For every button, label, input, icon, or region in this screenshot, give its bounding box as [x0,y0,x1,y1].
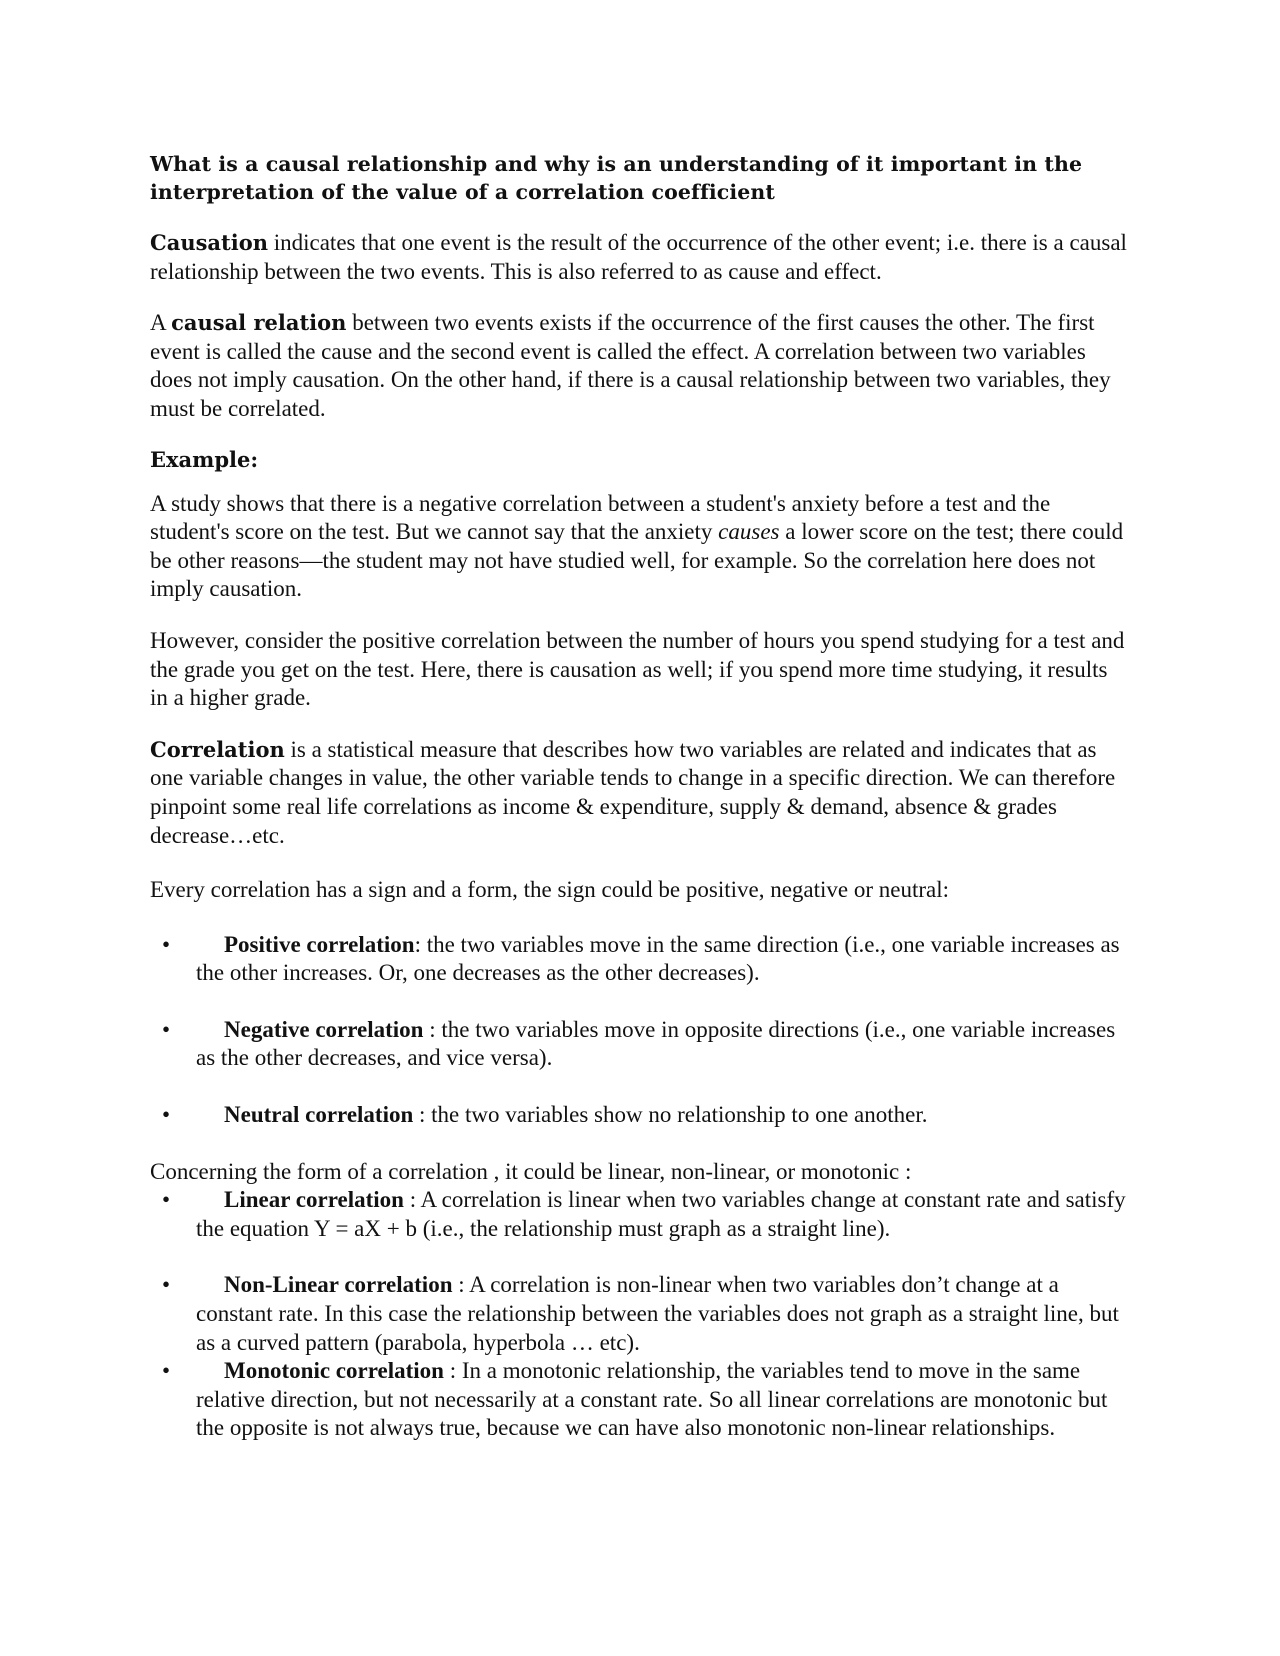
causation-term: Causation [150,230,268,255]
causal-relation-text: between two events exists if the occurrence of the first causes the other. The first event is called the cause and the second event is called the effect. A correlation between two variables does not imply causation. On the other hand, if there is a causal relationship between two variables, they must be correlated. [150,310,1111,421]
list-item-text: : the two variables move in opposite directions (i.e., one variable increases as the other decreases, and vice versa). [196,1016,1116,1071]
example-heading: Example: [150,446,259,472]
list-item-text: : In a monotonic relationship, the variables tend to move in the same relative direction, but not necessarily at a constant rate. So all linear correlations are monotonic but the opposite is not always true, because we can have also monotonic non-linear relationships. [196,1358,1108,1441]
bullet-icon: • [162,1272,171,1298]
list-item-term: Linear correlation [224,1187,404,1213]
list-item-text: : A correlation is linear when two variables change at constant rate and satisfy the equation Y = aX + b (i.e., the relationship must graph as a straight line). [196,1187,1126,1241]
list-item [150,931,1130,988]
list-item [150,1016,1130,1073]
form-list [150,1186,1130,1443]
list-item-text: : the two variables move in the same direction (i.e., one variable increases as the other increases. Or, one decreases as the other decreases). [196,931,1120,986]
form-intro: Concerning the form of a correlation , it could be linear, non-linear, or monotonic : [150,1158,912,1184]
correlation-term: Correlation [150,736,285,762]
causal-relation-prefix: A [150,310,172,336]
example1-paragraph [150,490,1130,604]
causation-text: indicates that one event is the result of the occurrence of the other event; i.e. there is a causal relationship between the two events. This is also referred to as cause and effect. [150,230,1127,284]
document-page [150,150,1130,1443]
sign-list [150,931,1130,1130]
example1-before: A study shows that there is a negative correlation between a student's anxiety before a test and the student's score on the test. But we cannot say that the anxiety [150,490,1051,545]
list-item [150,1357,1130,1443]
example1-after: a lower score on the test; there could be other reasons—the student may not have studied well, for example. So the correlation here does not imply causation. [150,519,1124,602]
bullet-icon: • [162,1187,171,1213]
correlation-paragraph [150,736,1130,850]
correlation-text: is a statistical measure that describes how two variables are related and indicates that as one variable changes in value, the other variable tends to change in a specific direction. We can therefore pinpoint some real life correlations as income & expenditure, supply & demand, absence & grades decrease…etc. [150,736,1116,848]
list-item-term: Monotonic correlation [224,1358,444,1384]
list-item [150,1186,1130,1243]
example2-paragraph: However, consider the positive correlation between the number of hours you spend studying for a test and the grade you get on the test. Here, there is causation as well; if you spend more time studying, it results in a higher grade. [150,627,1125,711]
example1-italic: causes [718,519,780,545]
list-item-text: : A correlation is non-linear when two variables don’t change at a constant rate. In this case the relationship between the variables does not graph as a straight line, but as a curved pattern (parabola, hyperbola … etc). [196,1272,1119,1355]
list-item [150,1271,1130,1357]
causal-relation-paragraph [150,309,1130,423]
page-title: What is a causal relationship and why is an understanding of it important in the interpretation of the value of a correlation coefficient [150,152,1083,204]
list-item-term: Positive correlation [224,931,415,957]
sign-intro: Every correlation has a sign and a form, the sign could be positive, negative or neutral: [150,877,950,903]
causation-paragraph [150,229,1130,286]
bullet-icon: • [162,1016,171,1042]
list-item-term: Non-Linear correlation [224,1272,453,1298]
list-item-term: Neutral correlation [224,1102,414,1128]
bullet-icon: • [162,1358,171,1384]
bullet-icon: • [162,1102,171,1128]
bullet-icon: • [162,931,171,957]
list-item [150,1101,1130,1130]
list-item-text: : the two variables show no relationship to one another. [413,1102,928,1128]
causal-relation-term: causal relation [171,310,347,336]
list-item-term: Negative correlation [224,1016,424,1042]
